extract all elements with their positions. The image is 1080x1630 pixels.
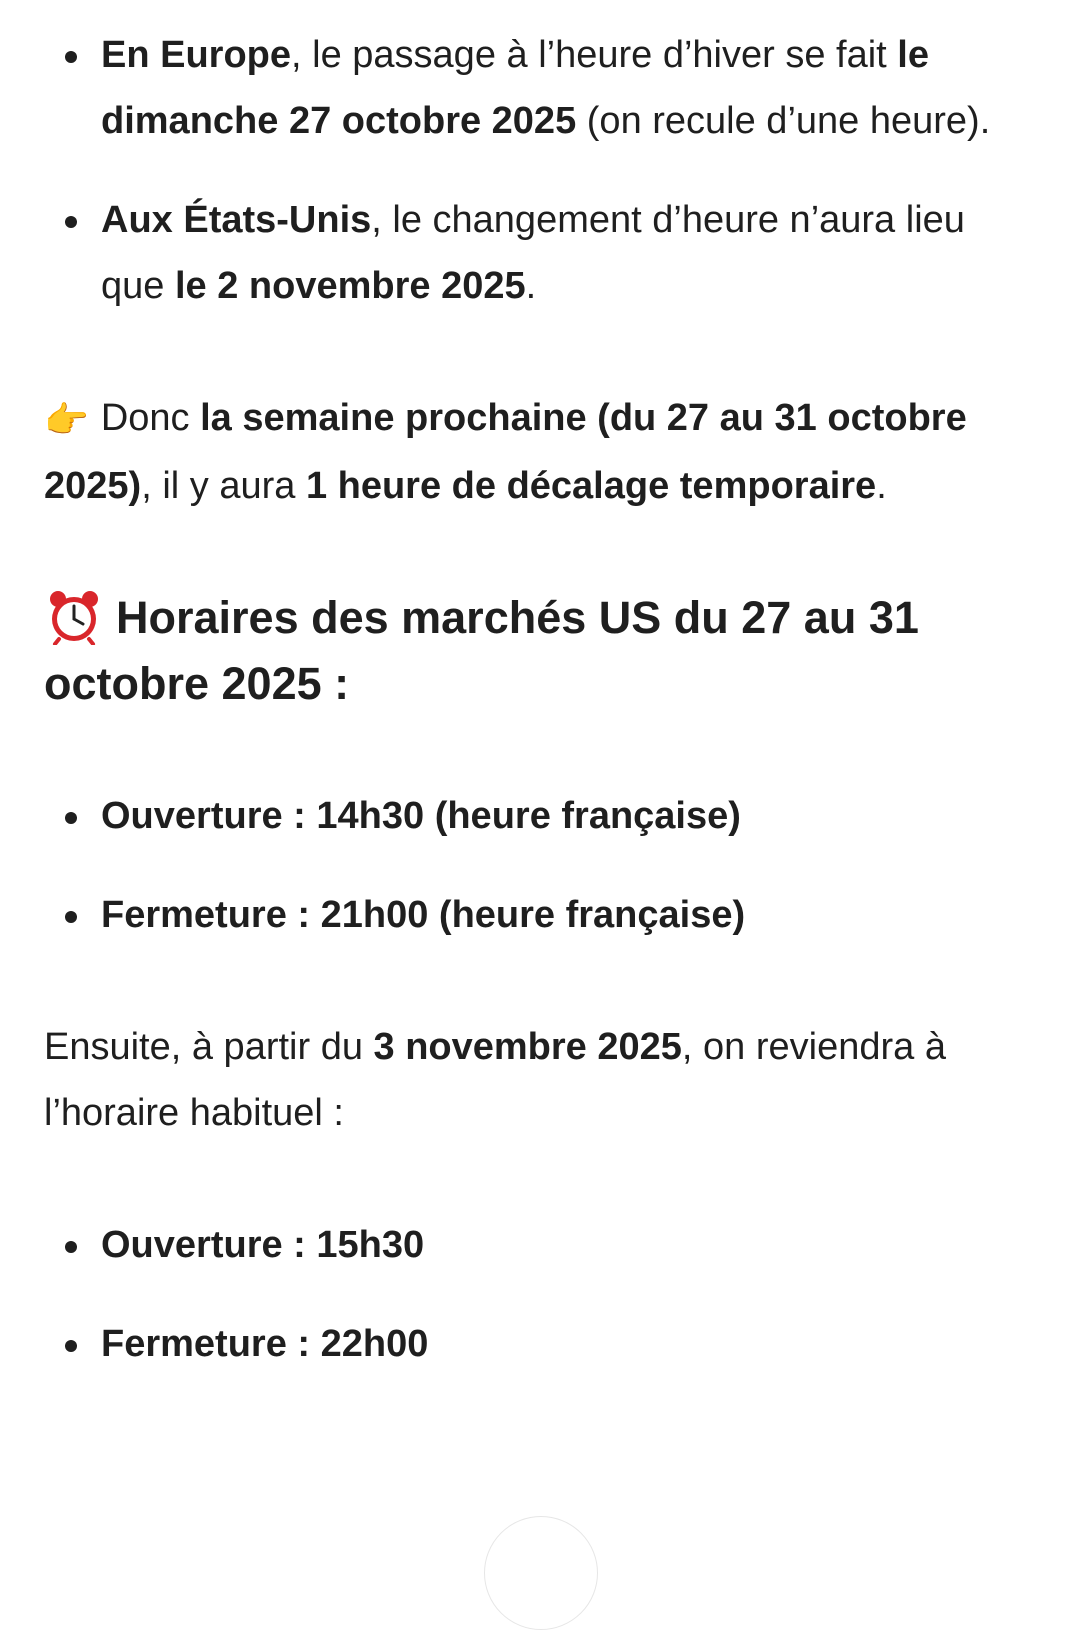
text: Ensuite, à partir du [44,1025,374,1068]
text: (on recule d’une heure). [576,100,991,142]
bold-text: Ouverture : 14h30 (heure française) [101,794,741,837]
list-item [44,882,1036,948]
scroll-down-button[interactable] [484,1516,598,1630]
alarm-clock-icon [44,589,104,645]
bold-text: la semaine prochaine (du 27 au 31 octobre 2025) [44,397,967,507]
section-heading [44,585,1036,717]
bullet-dot [65,812,77,824]
text: , il y aura [141,464,306,507]
bullet-dot [65,1241,77,1253]
list-item [44,187,1036,319]
timezone-change-list [44,22,1036,319]
bold-text: 3 novembre 2025 [373,1025,682,1068]
message-content [44,22,1036,1377]
pointing-hand-icon: 👉 [44,398,89,440]
bullet-dot [65,1340,77,1352]
bold-text: Ouverture [101,1223,283,1266]
bold-text: 1 heure de décalage temporaire [305,464,877,507]
text: , le changement d’heure n’aura lieu que [101,199,965,307]
usual-hours-list [44,1212,1036,1377]
bold-text: le 2 novembre 2025 [174,265,526,307]
heading-text: Horaires des marchés US du 27 au 31 octobre 2025 : [44,591,919,709]
list-item [44,783,1036,849]
text: Donc [100,397,201,439]
bold-text: Fermeture [101,1322,287,1365]
after-paragraph [44,1014,1036,1146]
bold-text: En Europe [101,34,292,76]
bold-text: : 22h00 [286,1322,429,1365]
temporary-hours-list [44,783,1036,948]
bold-text: Fermeture : 21h00 (heure française) [101,893,746,936]
list-item [44,22,1036,154]
bullet-dot [65,51,77,63]
text: , on reviendra à l’horaire habituel : [44,1025,946,1134]
bold-text: Aux États-Unis [101,199,372,241]
conclusion-paragraph [44,385,1036,519]
bullet-dot [65,911,77,923]
bold-text: : 15h30 [282,1223,425,1266]
text: . [525,265,537,307]
text: . [876,464,887,507]
list-item [44,1212,1036,1278]
list-item [44,1311,1036,1377]
bold-text: le dimanche 27 octobre 2025 [101,34,929,142]
bullet-dot [65,216,77,228]
text: , le passage à l’heure d’hiver se fait [291,34,898,76]
